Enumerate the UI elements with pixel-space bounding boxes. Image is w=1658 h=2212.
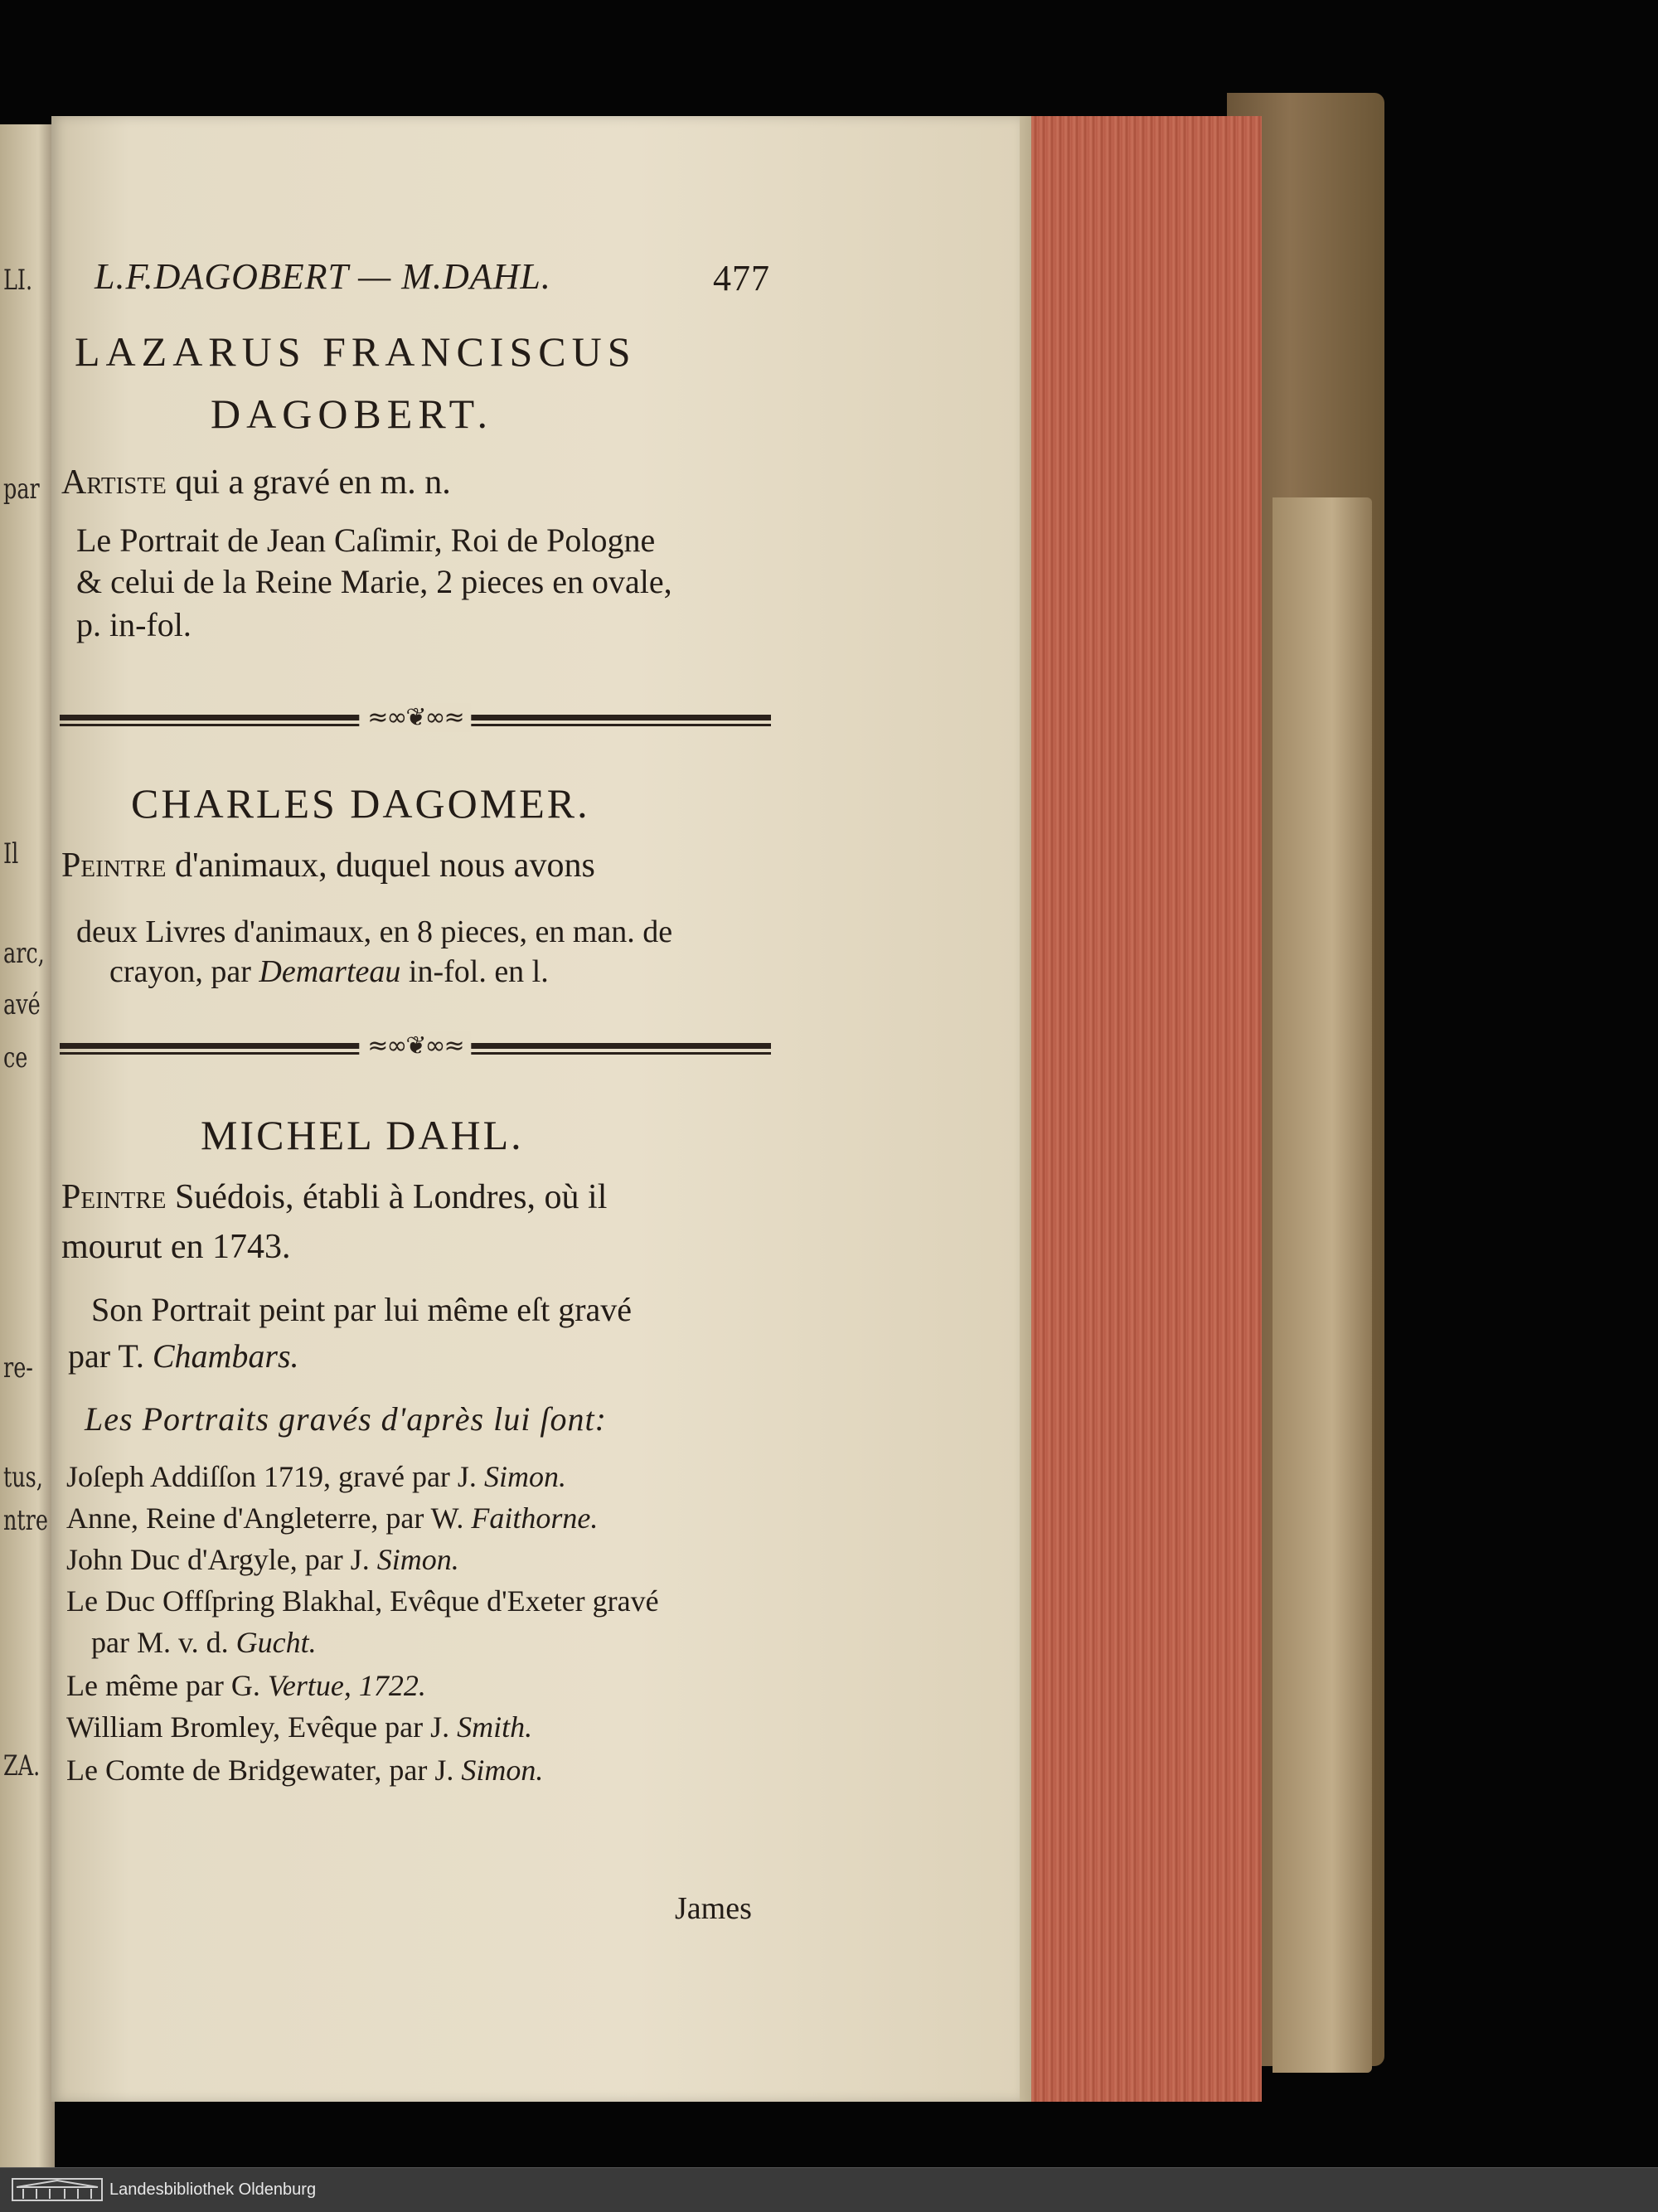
- entry-description: Peintre Suédois, établi à Londres, où il: [61, 1178, 608, 1216]
- previous-page-fragment: ce: [3, 1041, 28, 1074]
- entry-description: Artiste qui a gravé en m. n.: [61, 463, 451, 502]
- library-logo-icon: [12, 2177, 103, 2202]
- entry-title: MICHEL DAHL.: [201, 1112, 524, 1158]
- section-divider: [60, 1031, 771, 1060]
- page-number: 477: [713, 258, 770, 298]
- previous-page-fragment: ZA.: [3, 1749, 41, 1783]
- running-title: L.F.DAGOBERT — M.DAHL.: [95, 256, 551, 297]
- ornament-icon: ≈∞❦∞≈: [359, 1031, 471, 1060]
- footer-bar: [0, 2167, 1658, 2212]
- list-heading: Les Portraits gravés d'après lui ſont:: [85, 1400, 607, 1438]
- catchword: James: [675, 1891, 752, 1926]
- entry-body-line: p. in-fol.: [76, 606, 191, 643]
- ornament-icon: ≈∞❦∞≈: [359, 703, 471, 732]
- portrait-item: William Bromley, Evêque par J. Smith.: [66, 1710, 533, 1744]
- previous-page-fragment: avé: [3, 988, 41, 1021]
- entry-title: LAZARUS FRANCISCUS: [75, 328, 637, 375]
- library-name[interactable]: Landesbibliothek Oldenburg: [109, 2180, 317, 2199]
- page-edges: [1013, 116, 1262, 2102]
- entry-body-line: & celui de la Reine Marie, 2 pieces en ovale,: [76, 563, 672, 600]
- book-cover-inner: [1273, 497, 1372, 2073]
- previous-page-fragment: LI.: [3, 264, 33, 297]
- entry-title: DAGOBERT.: [211, 390, 494, 437]
- previous-page-fragment: re-: [3, 1351, 33, 1385]
- previous-page-fragment: par: [3, 473, 40, 506]
- entry-body-line: Le Portrait de Jean Caſimir, Roi de Pologne: [76, 521, 656, 559]
- previous-page-fragment: tus,: [3, 1461, 43, 1494]
- entry-body-line: Son Portrait peint par lui même eſt gravé: [91, 1291, 633, 1328]
- portrait-item: Le Duc Offſpring Blakhal, Evêque d'Exeter gravé: [66, 1584, 659, 1618]
- previous-page-fragment: Il: [3, 837, 19, 871]
- portrait-item: Joſeph Addiſſon 1719, gravé par J. Simon.: [66, 1460, 566, 1493]
- entry-title: CHARLES DAGOMER.: [131, 780, 590, 827]
- portrait-item: par M. v. d. Gucht.: [91, 1626, 317, 1659]
- entry-description: mourut en 1743.: [61, 1228, 291, 1266]
- previous-page-fragment: arc,: [3, 937, 45, 970]
- entry-body-line: deux Livres d'animaux, en 8 pieces, en man. de: [76, 914, 673, 949]
- book-page: [51, 116, 1020, 2102]
- previous-page-fragment: ntre: [3, 1504, 48, 1537]
- entry-body-line: crayon, par Demarteau in-fol. en l.: [109, 954, 549, 989]
- running-header: [95, 255, 770, 298]
- portrait-item: John Duc d'Argyle, par J. Simon.: [66, 1543, 459, 1576]
- portrait-item: Anne, Reine d'Angleterre, par W. Faithorne.: [66, 1501, 599, 1535]
- portrait-item: Le même par G. Vertue, 1722.: [66, 1669, 426, 1702]
- previous-page-edge: [0, 124, 55, 2167]
- portrait-item: Le Comte de Bridgewater, par J. Simon.: [66, 1754, 544, 1787]
- entry-description: Peintre d'animaux, duquel nous avons: [61, 846, 595, 885]
- entry-body-line: par T. Chambars.: [68, 1337, 299, 1375]
- section-divider: [60, 703, 771, 732]
